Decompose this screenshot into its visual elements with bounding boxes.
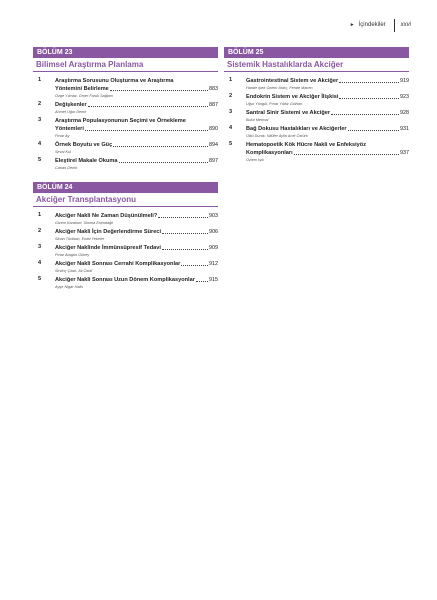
- entry-page: 915: [209, 277, 218, 283]
- entry-page: 919: [400, 78, 409, 84]
- entry-page: 931: [400, 126, 409, 132]
- page-number: xxvi: [400, 22, 411, 28]
- leader-dots: [162, 249, 208, 250]
- entry-authors: Seval Kul: [55, 150, 72, 154]
- entry-number: 2: [38, 228, 42, 234]
- entry-title: Eleştirel Makale Okuma: [55, 158, 118, 164]
- entry-authors: Pınar Ay: [55, 134, 70, 138]
- triangle-right-icon: ►: [349, 22, 355, 28]
- entry-title: Gastrointestinal Sistem ve Akciğer: [246, 78, 339, 84]
- entry-authors: Ayşe Nigar Halis: [55, 285, 84, 289]
- chapter-title: Akciğer Transplantasyonu: [33, 193, 218, 207]
- entry-title: Akciğer Nakli İçin Değerlendirme Süreci: [55, 229, 162, 235]
- entry-authors: Özge Yılmaz, Ömer Faruk Sağlam: [55, 94, 113, 98]
- entry-page: 923: [400, 94, 409, 100]
- entry-number: 2: [229, 93, 233, 99]
- entry-title: Akciğer Nakli Sonrası Cerrahi Komplikasyonlar: [55, 261, 181, 267]
- toc-entry[interactable]: [33, 244, 218, 258]
- entry-authors: Pınar Atagün Güney: [55, 253, 90, 257]
- chapter-title: Sistemik Hastalıklarda Akciğer: [224, 58, 409, 72]
- leader-dots: [196, 281, 208, 282]
- entry-page: 894: [209, 142, 218, 148]
- entry-title: Komplikasyonları: [246, 150, 293, 156]
- entry-authors: Özlem Işık: [246, 158, 264, 162]
- entry-number: 3: [38, 244, 42, 250]
- chapter-number: BÖLÜM 25: [224, 47, 409, 58]
- toc-entry[interactable]: [33, 228, 218, 242]
- chapter-section-24: [33, 182, 218, 292]
- entry-number: 1: [38, 212, 42, 218]
- toc-entry[interactable]: [33, 157, 218, 171]
- chapter-number: BÖLÜM 24: [33, 182, 218, 193]
- leader-dots: [339, 82, 399, 83]
- entry-title: Yöntemini Belirleme: [55, 86, 109, 92]
- entry-number: 3: [38, 117, 42, 123]
- entry-authors: Sevinç Çıtak, Ali Özdil: [55, 269, 93, 273]
- toc-entry[interactable]: [224, 109, 409, 123]
- header-divider: [394, 19, 395, 32]
- leader-dots: [113, 146, 208, 147]
- entry-page: 897: [209, 158, 218, 164]
- entry-page: 887: [209, 102, 218, 108]
- entry-number: 4: [229, 125, 233, 131]
- toc-entry[interactable]: [224, 125, 409, 139]
- entry-page: 912: [209, 261, 218, 267]
- entry-page: 906: [209, 229, 218, 235]
- leader-dots: [294, 154, 399, 155]
- toc-entry[interactable]: [33, 141, 218, 155]
- entry-title-line1: Hematopoetik Kök Hücre Nakli ve Enfeksiyöz: [246, 142, 366, 148]
- toc-entry[interactable]: [33, 101, 218, 115]
- toc-entry[interactable]: [33, 77, 218, 99]
- entry-title-line1: Araştırma Populasyonunun Seçimi ve Örnekleme: [55, 118, 186, 124]
- leader-dots: [119, 162, 209, 163]
- leader-dots: [331, 114, 399, 115]
- chapter-section-23: [33, 47, 218, 173]
- entry-authors: Ahmet Uğur Demir: [55, 110, 87, 114]
- toc-entry[interactable]: [224, 93, 409, 107]
- leader-dots: [85, 130, 208, 131]
- entry-page: 903: [209, 213, 218, 219]
- leader-dots: [348, 130, 399, 131]
- chapter-number: BÖLÜM 23: [33, 47, 218, 58]
- page-header: [350, 17, 411, 33]
- leader-dots: [158, 217, 208, 218]
- toc-entry[interactable]: [33, 260, 218, 274]
- leader-dots: [162, 233, 208, 234]
- entry-authors: Canan Demir: [55, 166, 78, 170]
- entry-authors: Bulut Mermal: [246, 118, 269, 122]
- entry-authors: Sinan Türkkan, Erdal Yekeler: [55, 237, 105, 241]
- entry-title: Endokrin Sistem ve Akciğer İlişkisi: [246, 94, 339, 100]
- entry-title: Değişkenler: [55, 102, 87, 108]
- header-label: İçindekiler: [358, 22, 386, 28]
- entry-number: 5: [38, 276, 42, 282]
- entry-number: 1: [229, 77, 233, 83]
- toc-entry[interactable]: [33, 276, 218, 290]
- entry-authors: Uğur Yüngül, Pınar Yıldız Gülhan: [246, 102, 303, 106]
- entry-number: 2: [38, 101, 42, 107]
- leader-dots: [88, 106, 208, 107]
- entry-number: 1: [38, 77, 42, 83]
- entry-title: Yöntemleri: [55, 126, 84, 132]
- toc-entry[interactable]: [224, 77, 409, 91]
- chapter-section-25: [224, 47, 409, 165]
- entry-number: 5: [229, 141, 233, 147]
- chapter-title: Bilimsel Araştırma Planlama: [33, 58, 218, 72]
- entry-page: 890: [209, 126, 218, 132]
- entry-title: Bağ Dokusu Hastalıkları ve Akciğerler: [246, 126, 347, 132]
- entry-title: Akciğer Nakli Sonrası Uzun Dönem Komplikasyonlar: [55, 277, 195, 283]
- entry-title: Akciğer Nakli Ne Zaman Düşünülmeli?: [55, 213, 158, 219]
- entry-number: 3: [229, 109, 233, 115]
- toc-entry[interactable]: [224, 141, 409, 163]
- leader-dots: [110, 90, 208, 91]
- entry-page: 937: [400, 150, 409, 156]
- toc-entry[interactable]: [33, 117, 218, 139]
- entry-authors: Gizem Karakurt, Simma Esendağlı: [55, 221, 114, 225]
- entry-page: 928: [400, 110, 409, 116]
- entry-title: Örnek Boyutu ve Güç: [55, 142, 113, 148]
- entry-authors: Hande İpek Özlem Ardıç, Fende Macen: [246, 86, 313, 90]
- entry-page: 909: [209, 245, 218, 251]
- toc-entry[interactable]: [33, 212, 218, 226]
- entry-title: Akciğer Naklinde İmmünsüpresif Tedavi: [55, 245, 161, 251]
- entry-page: 883: [209, 86, 218, 92]
- entry-authors: Ülkü Durak, Nilüfer Aylin Acet Öztürk: [246, 134, 308, 138]
- entry-title: Santral Sinir Sistemi ve Akciğer: [246, 110, 331, 116]
- entry-number: 5: [38, 157, 42, 163]
- entry-number: 4: [38, 141, 42, 147]
- entry-number: 4: [38, 260, 42, 266]
- leader-dots: [181, 265, 208, 266]
- entry-title-line1: Araştırma Sorusunu Oluşturma ve Araştırma: [55, 78, 174, 84]
- leader-dots: [339, 98, 399, 99]
